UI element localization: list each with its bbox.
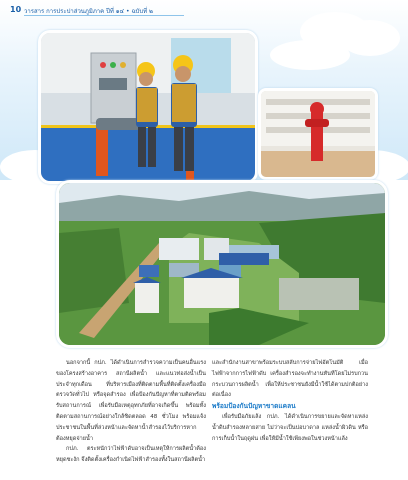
paragraph: เพื่อรับมือภัยแล้ง กปภ. ได้ดำเนินการขยายและจัดหาแหล่งน้ำดิบสำรองหลายสาย ไม่ว่าจะเป็นบ่อบาดาล แหล่งน้ำผิวดิน หรือการเก็บน้ำในฤดูฝน เพื่อให้มีน้ำใช้เพียงพอในช่วงหน้าแล้ง (212, 413, 368, 442)
page-header (0, 0, 408, 20)
cloud-shape (270, 40, 350, 70)
running-title: วารสาร การประปาส่วนภูมิภาค ปีที่ ๑๔ • ฉบับที่ ๒ (24, 8, 153, 15)
paragraph: กปภ. ตระหนักว่าไฟฟ้าดับอาจเป็นเหตุให้การผลิตน้ำต้องหยุดชะงัก จึงติดตั้งเครื่องกำเนิดไฟฟ้าสำรองทั้งในสถานีผลิตน้ำ (56, 446, 206, 464)
paragraph: และสำนักงานสาขาพร้อมระบบสลับการจ่ายไฟอัตโนมัติ เมื่อไฟฟ้าจากการไฟฟ้าดับ เครื่องสำรองจะทำงานทันทีโดยไม่รบกวนกระบวนการผลิตน้ำ เพื่อให้ประชาชนยังมีน้ำใช้ได้ตามปกติอย่างต่อเนื่อง (212, 360, 368, 399)
header-rule (24, 15, 184, 16)
section-subhead: พร้อมป้องกันปัญหาขาดแคลน (212, 402, 296, 411)
body-column-right (212, 358, 368, 444)
cloud-shape (340, 20, 400, 56)
photo-fire-hydrant (258, 88, 378, 180)
body-column-left (56, 358, 206, 466)
photo-workers-pump-station (38, 30, 258, 184)
photo-aerial-water-plant (56, 180, 388, 348)
aerial-illustration (59, 183, 385, 345)
paragraph: นอกจากนี้ กปภ. ได้ดำเนินการสำรวจความเป็นคนอื่นแรงของโครงสร้างอาคาร สถานีผลิตน้ำ และแนวท่อส่งน้ำเป็นประจำทุกเดือน ที่บริหารเมืองที่ติดตามพื้นที่ติดตั้งเครื่องมือตรวจวัดทั่วไป หรือจุดสำรอง เพื่อป้องกันปัญหาที่ตามติดพร้อมรับสถานการณ์ เพื่อรับมือเหตุอุทกภัยที่อาจเกิดขึ้น พร้อมทั้งติดตามสถานการณ์อย่างใกล้ชิดตลอด 48 ชั่วโมง พร้อมแจ้งประชาชนในพื้นที่ล่วงหน้าและจัดหาน้ำสำรองไว้บริการหากต้องหยุดจ่ายน้ำ (56, 360, 206, 442)
page-number: 10 (10, 5, 22, 14)
hydrant-illustration (261, 91, 375, 177)
workers-illustration (41, 33, 255, 181)
